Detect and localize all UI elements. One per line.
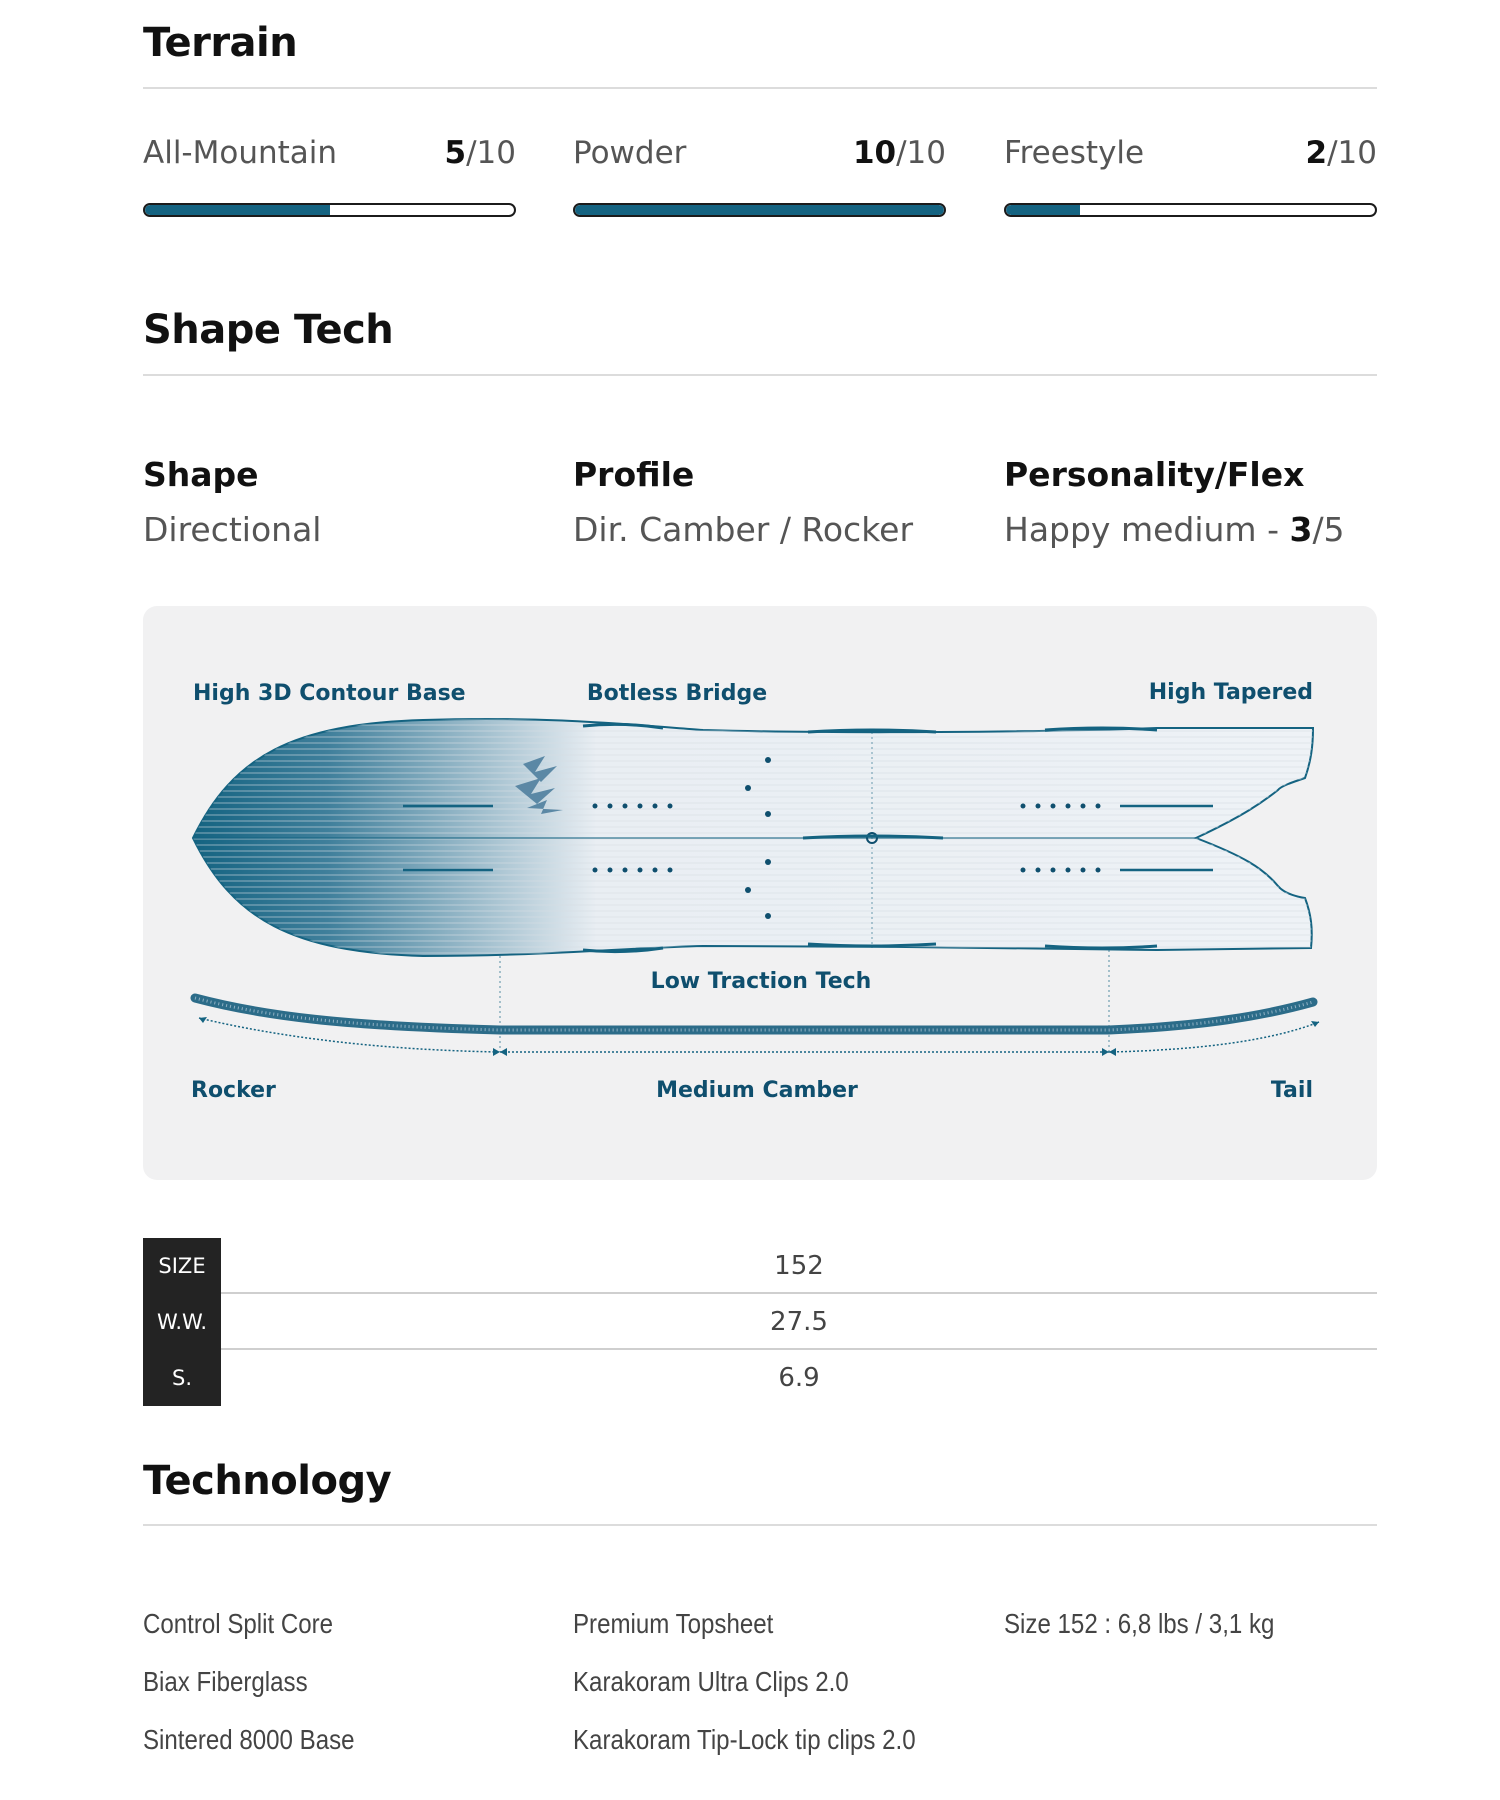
row-key: W.W. bbox=[143, 1294, 221, 1350]
label-rocker: Rocker bbox=[191, 1078, 276, 1103]
table-row bbox=[143, 1350, 1377, 1406]
row-value: 6.9 bbox=[778, 1363, 820, 1393]
shape-tech-heading: Shape Tech bbox=[143, 307, 394, 353]
list-item: Sintered 8000 Base bbox=[143, 1724, 355, 1755]
board-outline bbox=[193, 719, 1313, 956]
board-diagram-svg bbox=[143, 606, 1377, 1180]
row-key: SIZE bbox=[143, 1238, 221, 1294]
list-item: Karakoram Ultra Clips 2.0 bbox=[573, 1666, 849, 1697]
list-item: Biax Fiberglass bbox=[143, 1666, 308, 1697]
technology-divider bbox=[143, 1524, 1377, 1526]
rating-bar bbox=[573, 203, 946, 217]
technology-heading: Technology bbox=[143, 1458, 392, 1504]
label-botless-bridge: Botless Bridge bbox=[586, 681, 768, 706]
spec-value: Happy medium - 3/5 bbox=[1004, 510, 1345, 549]
arrow-marker-icon bbox=[493, 1048, 507, 1056]
rating-label: All-Mountain bbox=[143, 135, 338, 171]
spec-value: Dir. Camber / Rocker bbox=[573, 510, 914, 549]
rating-freestyle bbox=[1004, 135, 1377, 177]
rating-bar bbox=[143, 203, 516, 217]
spec-personality-flex bbox=[1004, 455, 1345, 549]
size-table bbox=[143, 1238, 1377, 1406]
rating-all-mountain bbox=[143, 135, 516, 177]
rating-bar-fill bbox=[1006, 205, 1080, 215]
terrain-divider bbox=[143, 87, 1377, 89]
terrain-heading: Terrain bbox=[143, 20, 298, 66]
spec-label: Profile bbox=[573, 455, 695, 494]
shape-tech-divider bbox=[143, 374, 1377, 376]
label-low-traction-tech: Low Traction Tech bbox=[650, 969, 872, 994]
label-medium-camber: Medium Camber bbox=[656, 1078, 858, 1103]
row-value: 27.5 bbox=[770, 1307, 828, 1337]
spec-value: Directional bbox=[143, 510, 322, 549]
rating-bar-fill bbox=[145, 205, 330, 215]
board-profile bbox=[195, 998, 1319, 1056]
spec-shape bbox=[143, 455, 321, 549]
table-row bbox=[143, 1294, 1377, 1350]
row-value: 152 bbox=[774, 1251, 824, 1281]
label-high-tapered: High Tapered bbox=[1148, 680, 1313, 705]
list-item: Control Split Core bbox=[143, 1608, 334, 1639]
technology-column bbox=[573, 1608, 971, 1782]
rating-score: 2/10 bbox=[1305, 135, 1377, 171]
spec-label: Personality/Flex bbox=[1004, 455, 1305, 494]
spec-label: Shape bbox=[143, 455, 259, 494]
row-key: S. bbox=[143, 1350, 221, 1406]
spec-profile bbox=[573, 455, 913, 549]
rating-label: Freestyle bbox=[1004, 135, 1145, 171]
list-item: Premium Topsheet bbox=[573, 1608, 774, 1639]
arrow-marker-icon bbox=[1102, 1048, 1116, 1056]
table-row bbox=[143, 1238, 1377, 1294]
rating-score: 10/10 bbox=[852, 135, 946, 171]
list-item: Size 152 : 6,8 lbs / 3,1 kg bbox=[1004, 1608, 1275, 1639]
label-high-3d-contour-base: High 3D Contour Base bbox=[193, 681, 466, 706]
technology-column bbox=[1004, 1608, 1318, 1666]
arrow-left-icon bbox=[199, 1017, 207, 1023]
rating-bar-fill bbox=[575, 205, 944, 215]
label-tail: Tail bbox=[1270, 1078, 1313, 1103]
rating-powder bbox=[573, 135, 946, 177]
board-diagram bbox=[143, 606, 1377, 1180]
rating-bar bbox=[1004, 203, 1377, 217]
technology-column bbox=[143, 1608, 389, 1782]
rating-label: Powder bbox=[573, 135, 687, 171]
list-item: Karakoram Tip-Lock tip clips 2.0 bbox=[573, 1724, 916, 1755]
rating-score: 5/10 bbox=[444, 135, 516, 171]
